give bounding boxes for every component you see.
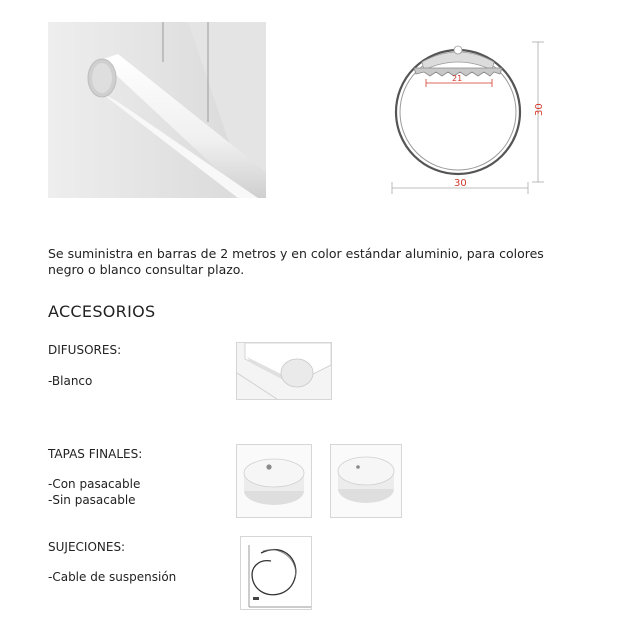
end-cap-without-passthrough-thumbnail [330,444,402,518]
end-caps-heading: TAPAS FINALES: [48,447,143,461]
pendant-tube-illustration [48,22,266,198]
dimension-inner-width: 21 [452,74,463,83]
end-cap-item-without-passthrough: -Sin pasacable [48,493,136,507]
product-description: Se suministra en barras de 2 metros y en color estándar aluminio, para colores negro o blanco consultar plazo. [48,246,544,277]
accessories-title: ACCESORIOS [48,302,156,321]
suspension-cable-thumbnail [240,536,312,610]
suspension-item-cable: -Cable de suspensión [48,570,177,584]
diffuser-thumbnail [236,342,332,400]
end-cap-item-with-passthrough: -Con pasacable [48,477,141,491]
diffusers-heading: DIFUSORES: [48,343,122,357]
profile-drawing [382,28,550,200]
product-photo [48,22,266,198]
cable-slot [454,46,462,54]
diffuser-item-white: -Blanco [48,374,93,388]
dimension-height: 30 [534,103,545,116]
suspensions-heading: SUJECIONES: [48,540,126,554]
dimension-width: 30 [454,178,467,189]
end-cap-with-passthrough-thumbnail [236,444,312,518]
